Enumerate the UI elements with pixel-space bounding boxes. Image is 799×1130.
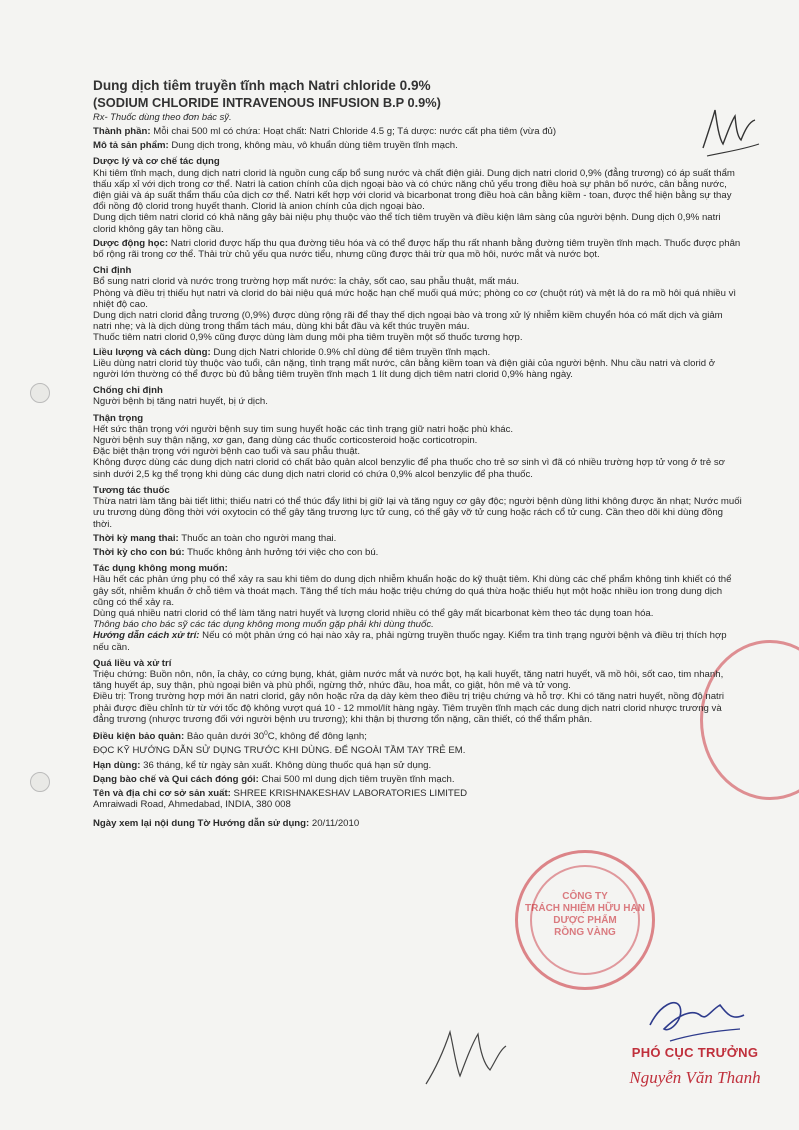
paragraph: Bổ sung natri clorid và nước trong trường hợp mất nước: ỉa chảy, sốt cao, sau phẫu thuật, mất máu.	[93, 276, 520, 288]
paragraph: Điều trị: Trong trường hợp mới ăn natri clorid, gây nôn hoặc rửa dạ dày kèm theo điều trị triệu chứng và hỗ trợ. Khi có tăng natri huyết, nồng độ natri phải được điều chỉnh từ từ với tốc độ không vượt quá 10 - 12 mmol/lít hàng ngày. Tiêm truyền tĩnh mạch các dung dịch natri clorid nhược trương và đẳng trương (nhược trương đối với người bệnh ưu trương); khi thận bị thương tổn nặng, cần thiết, có thể thẩm phân.	[93, 691, 725, 725]
manufacturer-address: Amraiwadi Road, Ahmedabad, INDIA, 380 008	[93, 799, 291, 811]
paragraph: Hết sức thận trọng với người bệnh suy tim sung huyết hoặc các tình trạng giữ natri hoặc phù khác.	[93, 423, 514, 435]
paragraph: Thừa natri làm tăng bài tiết lithi; thiếu natri có thể thúc đẩy lithi bị giữ lại và tăng nguy cơ gây độc; người bệnh dùng lithi không được ăn nhạt; Nước muối ưu trương dùng đồng thời với oxytocin có thể gây tăng trương lực tử cung, có thể gây vỡ tử cung hoặc rách cổ tử cung. Cần theo dõi khi dùng đồng thời.	[93, 496, 742, 530]
leaflet-content	[93, 77, 743, 830]
section-heading: Tương tác thuốc	[93, 484, 170, 496]
document-subtitle: (SODIUM CHLORIDE INTRAVENOUS INFUSION B.P 0.9%)	[93, 95, 441, 110]
manufacturer: Tên và địa chỉ cơ sở sản xuất: SHREE KRISHNAKESHAV LABORATORIES LIMITED	[93, 787, 468, 799]
paragraph: Phòng và điều trị thiếu hụt natri và clorid do bài niệu quá mức hoặc hạn chế muối quá mức; phòng co cơ (chuột rút) và mệt lả do ra mồ hôi quá nhiều vì nhiệt độ cao.	[93, 287, 737, 310]
pharmacokinetics: Dược động học: Natri clorid được hấp thu qua đường tiêu hóa và có thể được hấp thu rất nhanh bằng đường tiêm truyền tĩnh mạch. Thuốc được phân bố rộng rãi trong cơ thể. Thải trừ chủ yếu qua nước tiểu, nhưng cũng được thải trừ qua mồ hôi, nước mắt và nước bọt.	[93, 237, 741, 261]
paragraph: Dùng quá nhiều natri clorid có thể làm tăng natri huyết và lượng clorid nhiều có thể gây mất bicarbonat kèm theo tác dụng toan hóa.	[93, 607, 654, 619]
storage: Điều kiện bảo quản: Bảo quản dưới $30^0C$, không để đông lạnh;	[93, 729, 367, 743]
stamp-inner-ring	[530, 865, 640, 975]
dosage: Liều lượng và cách dùng: Dung dịch Natri chloride 0.9% chỉ dùng để tiêm truyền tĩnh mạch.	[93, 346, 491, 358]
warning: ĐỌC KỸ HƯỚNG DẪN SỬ DỤNG TRƯỚC KHI DÙNG. ĐỂ NGOÀI TẦM TAY TRẺ EM.	[93, 745, 466, 757]
paragraph: Triệu chứng: Buồn nôn, nôn, ỉa chảy, co cứng bụng, khát, giảm nước mắt và nước bọt, hạ kali huyết, tăng natri huyết, vã mồ hôi, sốt cao, tim nhanh, tăng huyết áp, suy thận, phù ngoại biên và phù phổi, ngừng thở, nhức đầu, hoa mắt, co giật, hôn mê và tử vong.	[93, 668, 724, 692]
rx-note: Rx- Thuốc dùng theo đơn bác sỹ.	[93, 111, 232, 122]
official-role: PHÓ CỤC TRƯỞNG	[631, 1045, 759, 1060]
paragraph: Thông báo cho bác sỹ các tác dụng không mong muốn gặp phải khi dùng thuốc.	[93, 619, 434, 631]
paragraph: Người bệnh suy thận nặng, xơ gan, đang dùng các thuốc corticosteroid hoặc corticotropin.	[93, 435, 478, 447]
section-heading: Dược lý và cơ chế tác dụng	[93, 156, 220, 168]
paragraph: Dung dịch tiêm natri clorid có khả năng gây bài niệu phụ thuộc vào thể tích tiêm truyền và điều kiện lâm sàng của người bệnh. Dung dịch 0,9% natri clorid không gây tan hồng cầu.	[93, 212, 721, 235]
paragraph: Liều dùng natri clorid tùy thuộc vào tuổi, cân nặng, tình trạng mất nước, cân bằng kiềm toan và điện giải của người bệnh. Nhu cầu natri và clorid ở người lớn thường có thể được bù đủ bằng tiêm truyền tĩnh mạch 1 lít dung dịch tiêm natri clorid 0,9% hàng ngày.	[93, 357, 716, 381]
section-heading: Thận trọng	[93, 412, 144, 424]
section-heading: Chỉ định	[93, 265, 132, 277]
company-stamp	[515, 850, 655, 990]
punch-hole	[30, 383, 50, 403]
signature-left	[420, 1020, 510, 1090]
revision-date: Ngày xem lại nội dung Tờ Hướng dẫn sử dụng: 20/11/2010	[93, 818, 360, 830]
pregnancy: Thời kỳ mang thai: Thuốc an toàn cho người mang thai.	[93, 532, 337, 544]
official-signature-block	[610, 1045, 780, 1088]
shelf-life: Hạn dùng: 36 tháng, kể từ ngày sản xuất. Không dùng thuốc quá hạn sử dụng.	[93, 759, 432, 771]
paragraph: Người bệnh bị tăng natri huyết, bị ứ dịch.	[93, 396, 268, 408]
lactation: Thời kỳ cho con bú: Thuốc không ảnh hưởng tới việc cho con bú.	[93, 546, 379, 558]
handling: Hướng dẫn cách xử trí: Nếu có một phản ứng có hại nào xảy ra, phải ngừng truyền thuốc ngay. Kiểm tra tình trạng người bệnh và điều trị thích hợp nếu cần.	[93, 630, 727, 653]
paragraph: Hầu hết các phản ứng phụ có thể xảy ra sau khi tiêm do dung dịch nhiễm khuẩn hoặc do kỹ thuật tiêm. Khi dùng các chế phẩm không tinh khiết có thể gây sốt, nhiễm khuẩn ở chỗ tiêm và thoát mạch. Tăng thể tích máu hoặc triệu chứng do quá thừa hoặc thiếu hụt một hoặc nhiều ion trong dung dịch cũng có thể xảy ra.	[93, 574, 732, 608]
paragraph: Đặc biệt thận trọng với người bệnh cao tuổi và sau phẫu thuật.	[93, 446, 361, 458]
document-title: Dung dịch tiêm truyền tĩnh mạch Natri chloride 0.9%	[93, 78, 431, 93]
paragraph: Khi tiêm tĩnh mạch, dung dịch natri clorid là nguồn cung cấp bổ sung nước và chất điện giải. Dung dịch natri clorid 0,9% (đẳng trương) có áp suất thẩm thấu xấp xỉ với dịch trong cơ thể. Natri là cation chính của dịch ngoại bào và có chức năng chủ yếu trong điều hoà sự phân bố nước, cân bằng nước, điện giải và áp suất thẩm thấu của dịch cơ thể. Natri kết hợp với clorid và bicarbonat trong điều hoà cân bằng kiềm - toan, được thể hiện bằng sự thay đổi nồng độ clorid trong huyết thanh. Clorid là anion chính của dịch ngoại bào.	[93, 167, 735, 213]
paragraph: Dung dịch natri clorid đẳng trương (0,9%) được dùng rộng rãi để thay thế dịch ngoại bào và trong xử lý nhiễm kiềm chuyển hóa có mất dịch và giảm natri nhẹ; và là dịch dùng trong thẩm tách máu, dùng khi bắt đầu và kết thúc truyền máu.	[93, 310, 723, 333]
paragraph: Thuốc tiêm natri clorid 0,9% cũng được dùng làm dung môi pha tiêm truyền một số thuốc tương hợp.	[93, 332, 523, 344]
section-heading: Tác dụng không mong muốn:	[93, 563, 228, 575]
official-name: Nguyễn Văn Thanh	[629, 1068, 761, 1087]
section-heading: Chống chỉ định	[93, 385, 163, 397]
paragraph: Không được dùng các dung dịch natri clorid có chất bảo quản alcol benzylic để pha thuốc cho trẻ sơ sinh vì đã có nhiều trường hợp tử vong ở trẻ sơ sinh dưới 2,5 kg thể trọng khi dùng các dung dịch natri clorid có chứa 0,9% alcol benzylic để pha thuốc.	[93, 457, 725, 480]
composition: Thành phần: Mỗi chai 500 ml có chứa: Hoạt chất: Natri Chloride 4.5 g; Tá dược: nước cất pha tiêm (vừa đủ)	[93, 126, 557, 137]
section-heading: Quá liều và xử trí	[93, 657, 172, 669]
description: Mô tả sản phẩm: Dung dịch trong, không màu, vô khuẩn dùng tiêm truyền tĩnh mạch.	[93, 140, 458, 152]
packaging: Dạng bào chế và Qui cách đóng gói: Chai 500 ml dung dịch tiêm truyền tĩnh mạch.	[93, 773, 455, 785]
punch-hole	[30, 772, 50, 792]
stamp-text: CÔNG TY TRÁCH NHIỆM HỮU HẠN DƯỢC PHẨM RỒNG VÀNG	[525, 891, 645, 938]
